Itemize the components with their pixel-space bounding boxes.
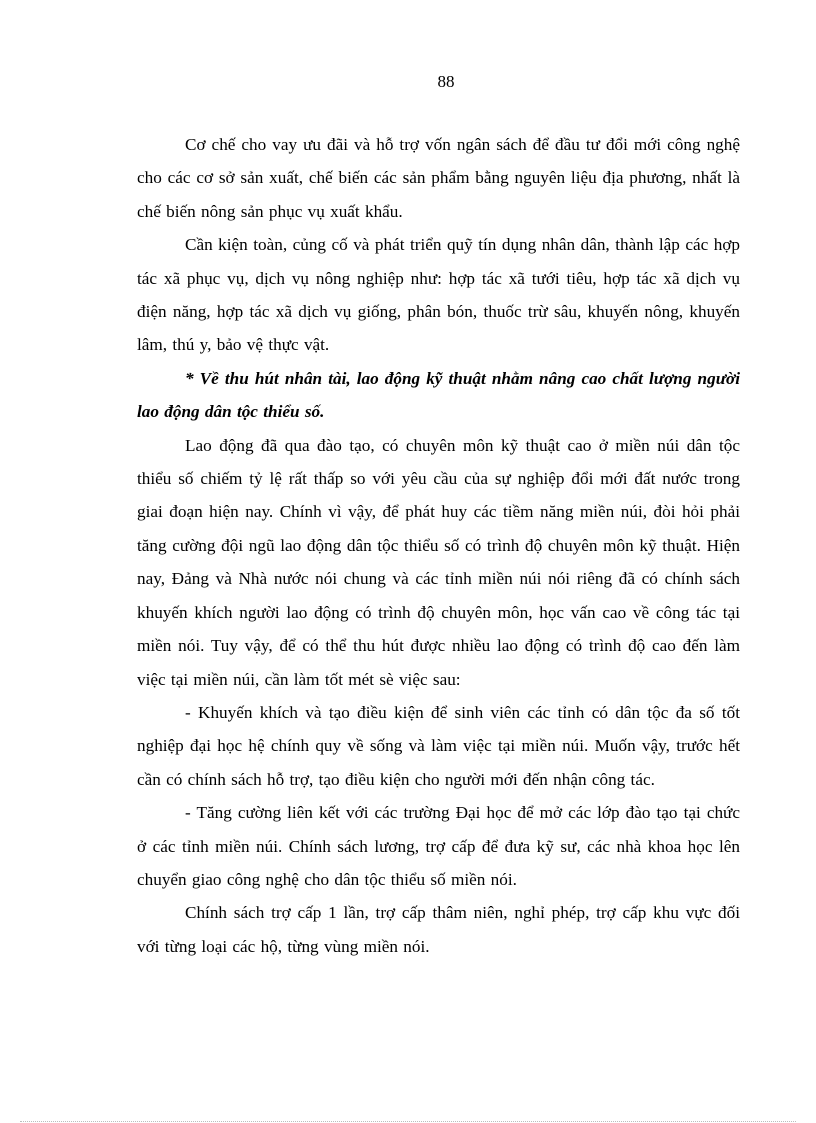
section-heading-talent-attraction: * Về thu hút nhân tài, lao động kỹ thuật nhằm nâng cao chất lượng người lao động dân tộc thiểu số. — [137, 368, 740, 422]
list-item-encourage-graduates: - Khuyến khích và tạo điều kiện để sinh viên các tỉnh có dân tộc đa số tốt nghiệp đại học hệ chính quy về sống và làm việc tại miền núi. Muốn vậy, trước hết cần có chính sách hỗ trợ, tạo điều kiện cho người mới đến nhận công tác. — [137, 702, 740, 789]
paragraph-allowance-policy: Chính sách trợ cấp 1 lần, trợ cấp thâm niên, nghỉ phép, trợ cấp khu vực đối với từng loại các hộ, từng vùng miền nói. — [137, 903, 740, 956]
list-item-university-links: - Tăng cường liên kết với các trường Đại học để mở các lớp đào tạo tại chức ở các tỉnh miền núi. Chính sách lương, trợ cấp để đưa kỹ sư, các nhà khoa học lên chuyển giao công nghệ cho dân tộc thiểu số miền nói. — [137, 803, 740, 889]
paragraph-loan-policy: Cơ chế cho vay ưu đãi và hỗ trợ vốn ngân sách để đầu tư đổi mới công nghệ cho các cơ sở sản xuất, chế biến các sản phẩm bằng nguyên liệu địa phương, nhất là chế biến nông sản phục vụ xuất khẩu. — [137, 135, 740, 221]
page-number: 88 — [437, 72, 455, 91]
document-body — [137, 128, 740, 963]
page-bottom-border — [20, 1121, 796, 1122]
paragraph-credit-fund: Cần kiện toàn, củng cố và phát triển quỹ tín dụng nhân dân, thành lập các hợp tác xã phục vụ, dịch vụ nông nghiệp như: hợp tác xã tưới tiêu, hợp tác xã dịch vụ điện năng, hợp tác xã dịch vụ giống, phân bón, thuốc trừ sâu, khuyến nông, khuyến lâm, thú y, bảo vệ thực vật. — [137, 235, 740, 355]
paragraph-trained-labor: Lao động đã qua đào tạo, có chuyên môn kỹ thuật cao ở miền núi dân tộc thiểu số chiếm tỷ lệ rất thấp so với yêu cầu của sự nghiệp đổi mới đất nước trong giai đoạn hiện nay. Chính vì vậy, để phát huy các tiềm năng miền núi, đòi hỏi phải tăng cường đội ngũ lao động dân tộc thiểu số có trình độ chuyên môn kỹ thuật. Hiện nay, Đảng và Nhà nước nói chung và các tỉnh miền núi nói riêng đã có chính sách khuyến khích người lao động có trình độ chuyên môn, học vấn cao về công tác tại miền nói. Tuy vậy, để có thể thu hút được nhiều lao động có trình độ cao đến làm việc tại miền núi, cần làm tốt mét sè việc sau: — [137, 435, 740, 689]
